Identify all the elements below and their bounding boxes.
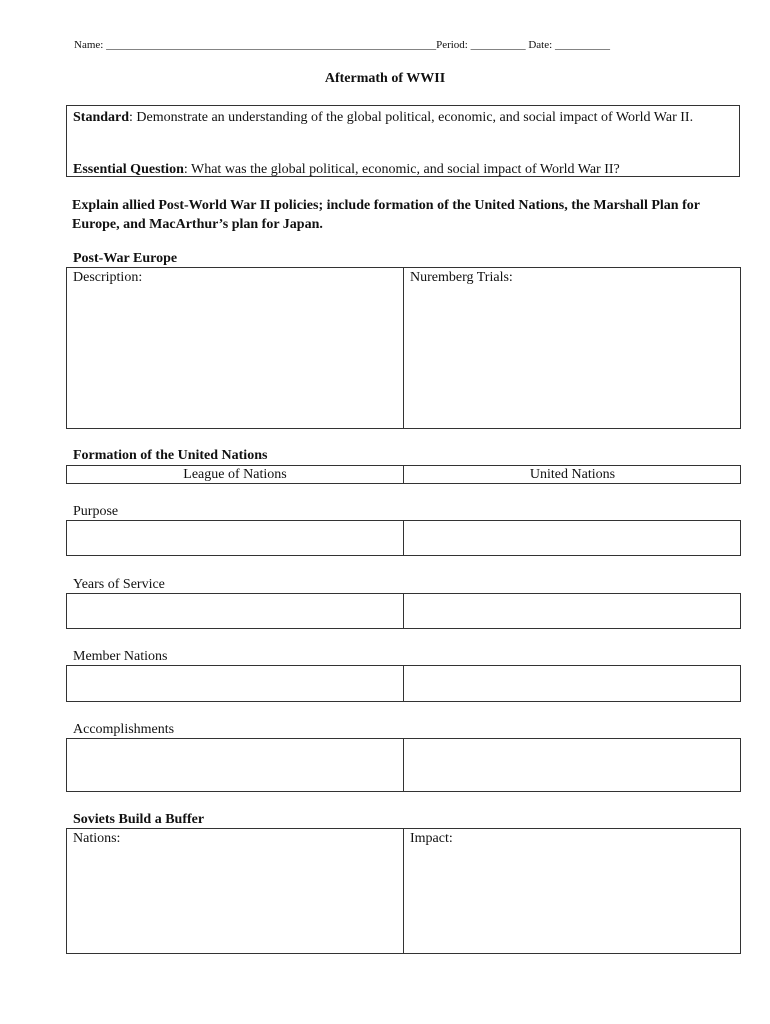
member-nations-row <box>66 665 741 702</box>
nations-answer-area[interactable] <box>68 849 402 953</box>
essential-question-label: Essential Question <box>73 162 184 177</box>
instructions: Explain allied Post-World War II policies; include formation of the United Nations, the Marshall Plan for Europe, and MacArthur’s plan for Japan. <box>72 198 700 232</box>
standard-box <box>66 105 740 177</box>
accomplishments-un-cell[interactable] <box>405 740 740 791</box>
post-war-europe-table <box>66 267 741 429</box>
column-divider <box>403 739 404 791</box>
accomplishments-label: Accomplishments <box>73 722 175 737</box>
description-answer-area[interactable] <box>68 288 402 428</box>
accomplishments-row <box>66 738 741 792</box>
impact-label: Impact: <box>410 831 453 846</box>
column-divider <box>403 594 404 628</box>
post-war-europe-heading: Post-War Europe <box>73 251 178 266</box>
soviet-buffer-table <box>66 828 741 954</box>
period-blank[interactable]: __________ <box>470 39 526 51</box>
name-label: Name: <box>74 39 104 51</box>
united-nations-header: United Nations <box>529 467 616 482</box>
student-info-line <box>74 39 610 51</box>
essential-question-body: : What was the global political, economic, and social impact of World War II? <box>183 162 620 177</box>
purpose-un-cell[interactable] <box>405 522 740 555</box>
column-divider <box>403 829 404 953</box>
years-of-service-row <box>66 593 741 629</box>
standard-body: : Demonstrate an understanding of the global political, economic, and social impact of World War II. <box>129 110 694 125</box>
league-of-nations-header: League of Nations <box>183 467 287 482</box>
soviet-buffer-heading: Soviets Build a Buffer <box>73 812 205 827</box>
page-title: Aftermath of WWII <box>324 71 446 86</box>
years-un-cell[interactable] <box>405 595 740 628</box>
un-formation-heading: Formation of the United Nations <box>73 448 268 463</box>
standard-label: Standard <box>73 110 130 125</box>
nuremberg-answer-area[interactable] <box>405 288 740 428</box>
period-label: Period: <box>436 39 468 51</box>
years-of-service-label: Years of Service <box>73 577 165 592</box>
impact-answer-area[interactable] <box>405 849 740 953</box>
years-league-cell[interactable] <box>68 595 402 628</box>
member-nations-label: Member Nations <box>73 649 168 664</box>
nations-label: Nations: <box>73 831 121 846</box>
date-label: Date: <box>528 39 553 51</box>
purpose-league-cell[interactable] <box>68 522 402 555</box>
name-blank[interactable]: ____________________________________________________________ <box>106 39 437 51</box>
date-blank[interactable]: __________ <box>554 39 610 51</box>
essential-question-text <box>73 161 731 178</box>
purpose-row <box>66 520 741 556</box>
accomplishments-league-cell[interactable] <box>68 740 402 791</box>
column-divider <box>403 268 404 428</box>
column-divider <box>403 666 404 701</box>
standard-text <box>73 109 731 126</box>
description-label: Description: <box>73 270 143 285</box>
members-league-cell[interactable] <box>68 667 402 701</box>
purpose-label: Purpose <box>73 504 119 519</box>
column-divider <box>403 521 404 555</box>
nuremberg-trials-label: Nuremberg Trials: <box>410 270 513 285</box>
members-un-cell[interactable] <box>405 667 740 701</box>
un-header-row <box>66 465 741 484</box>
